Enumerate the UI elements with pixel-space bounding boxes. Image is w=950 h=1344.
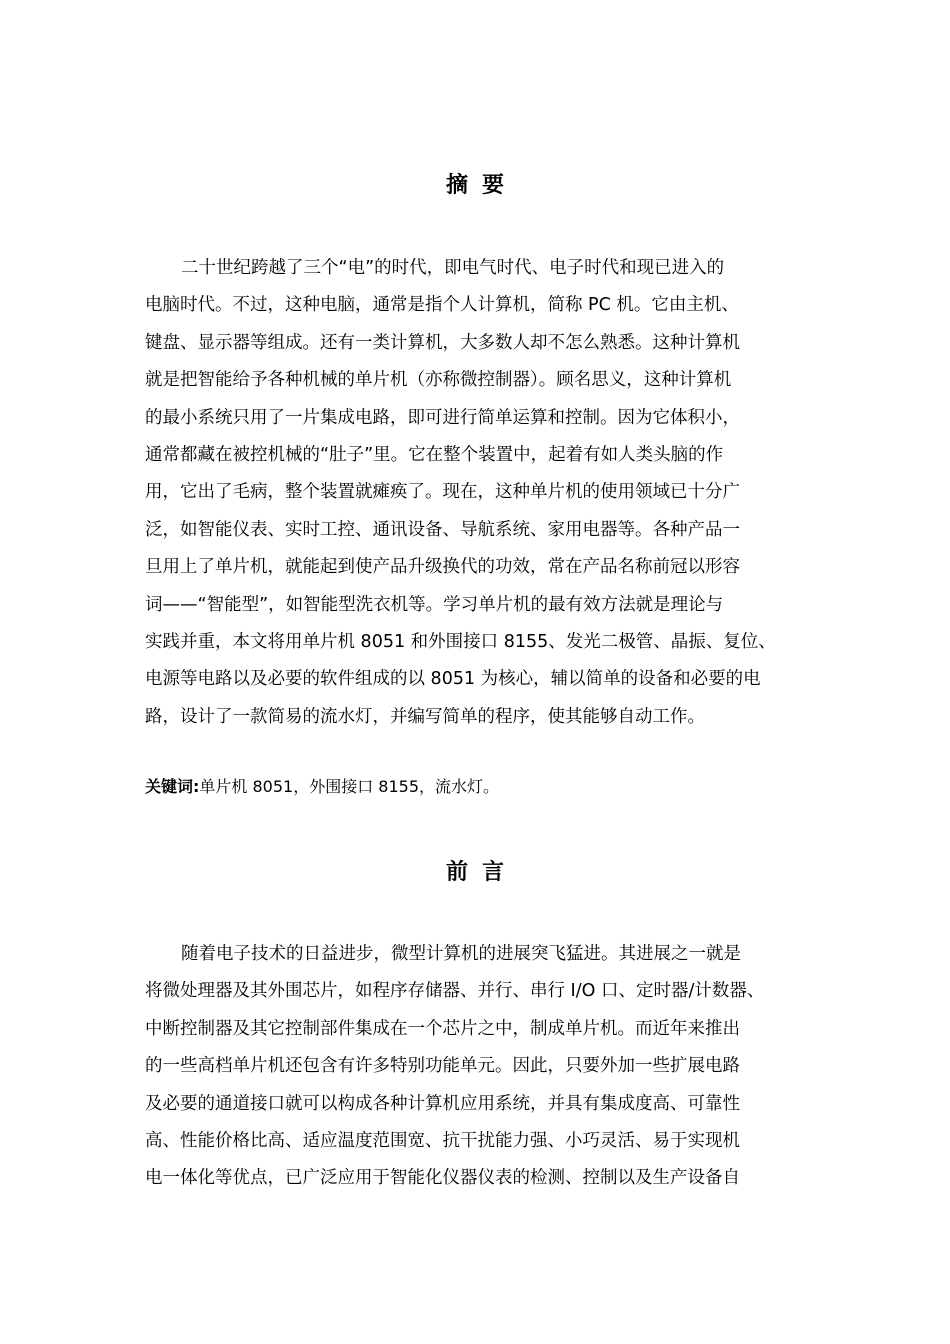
abstract-line: 旦用上了单片机，就能起到使产品升级换代的功效，常在产品名称前冠以形容 — [145, 557, 740, 578]
abstract-line: 键盘、显示器等组成。还有一类计算机，大多数人却不怎么熟悉。这种计算机 — [145, 332, 740, 353]
abstract-heading — [0, 168, 950, 199]
keywords — [145, 774, 815, 800]
preface-line: 电一体化等优点，已广泛应用于智能化仪器仪表的检测、控制以及生产设备自 — [145, 1168, 740, 1189]
abstract-line: 词——“智能型”，如智能型洗衣机等。学习单片机的最有效方法就是理论与 — [145, 594, 724, 615]
abstract-line: 的最小系统只用了一片集成电路，即可进行简单运算和控制。因为它体积小， — [145, 407, 740, 428]
preface-heading — [0, 855, 950, 886]
abstract-line: 泛，如智能仪表、实时工控、通讯设备、导航系统、家用电器等。各种产品一 — [145, 519, 740, 540]
preface-line: 中断控制器及其它控制部件集成在一个芯片之中，制成单片机。而近年来推出 — [145, 1018, 740, 1039]
preface-line: 高、性能价格比高、适应温度范围宽、抗干扰能力强、小巧灵活、易于实现机 — [145, 1131, 740, 1152]
abstract-line: 二十世纪跨越了三个“电”的时代，即电气时代、电子时代和现已进入的 — [181, 258, 725, 278]
preface-heading-char-2: 言 — [482, 860, 505, 885]
preface-heading-char-1: 前 — [445, 860, 468, 885]
abstract-line: 实践并重，本文将用单片机 8051 和外围接口 8155、发光二极管、晶振、复位、 — [145, 632, 776, 653]
keywords-text: 单片机 8051，外围接口 8155，流水灯。 — [199, 777, 500, 796]
preface-line: 随着电子技术的日益进步，微型计算机的进展突飞猛进。其进展之一就是 — [181, 944, 741, 964]
keywords-label: 关键词: — [145, 777, 200, 796]
abstract-line: 就是把智能给予各种机械的单片机（亦称微控制器）。顾名思义，这种计算机 — [145, 370, 732, 391]
abstract-body — [145, 250, 815, 736]
preface-line: 将微处理器及其外围芯片，如程序存储器、并行、串行 I/O 口、定时器/计数器、 — [145, 981, 765, 1002]
abstract-line: 路，设计了一款简易的流水灯，并编写简单的程序，使其能够自动工作。 — [145, 706, 705, 727]
preface-body — [145, 936, 815, 1198]
abstract-line: 电源等电路以及必要的软件组成的以 8051 为核心，辅以简单的设备和必要的电 — [145, 669, 761, 690]
abstract-line: 电脑时代。不过，这种电脑，通常是指个人计算机，简称 PC 机。它由主机、 — [145, 295, 739, 316]
preface-line: 及必要的通道接口就可以构成各种计算机应用系统，并具有集成度高、可靠性 — [145, 1093, 740, 1114]
abstract-line: 通常都藏在被控机械的“肚子”里。它在整个装置中，起着有如人类头脑的作 — [145, 445, 724, 466]
abstract-line: 用，它出了毛病，整个装置就瘫痪了。现在，这种单片机的使用领域已十分广 — [145, 482, 740, 503]
abstract-heading-char-1: 摘 — [445, 173, 468, 198]
preface-line: 的一些高档单片机还包含有许多特别功能单元。因此，只要外加一些扩展电路 — [145, 1056, 740, 1077]
abstract-heading-char-2: 要 — [482, 173, 505, 198]
